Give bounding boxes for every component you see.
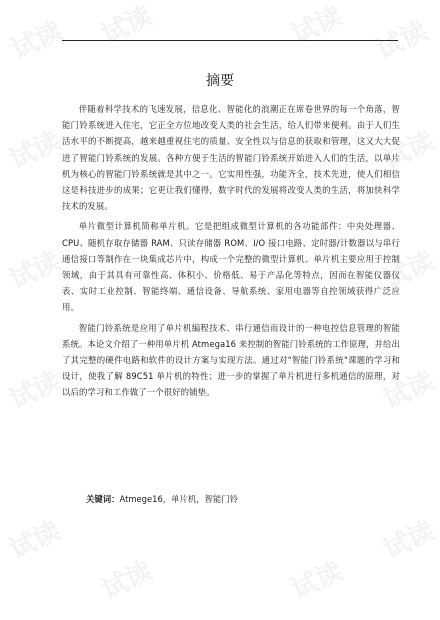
watermark: 试读 — [379, 516, 439, 566]
keywords-value: Atmege16，单片机，智能门铃 — [119, 494, 239, 504]
watermark: 试读 — [5, 366, 65, 416]
keywords-label: 关键词： — [86, 494, 120, 504]
watermark: 试读 — [379, 366, 439, 416]
keywords-line — [86, 493, 238, 505]
watermark: 试读 — [97, 1, 157, 51]
watermark: 试读 — [5, 246, 65, 296]
watermark: 试读 — [372, 16, 432, 66]
watermark: 试读 — [5, 126, 65, 176]
page-title: 摘要 — [206, 73, 234, 89]
watermark: 试读 — [7, 16, 67, 66]
abstract-body — [62, 101, 400, 405]
paragraph-3: 智能门铃系统是应用了单片机编程技术、串行通信而设计的一种电控信息管理的智能系统。本论文介绍了一种用单片机 Atmega16 来控制的智能门铃系统的工作原理，并给出了其完整的硬件电路和软件的设计方案与实现方法。通过对"智能门铃系统"课题的学习和设计，使我了解 89C51 单片机的特性；进一步的掌握了单片机进行多机通信的原理，对以后的学习和工作做了一个很好的铺垫。 — [62, 322, 400, 398]
paragraph-2: 单片微型计算机简称单片机。它是把组成微型计算机的各功能部件：中央处理器、CPU、随机存取存储器 RAM、只读存储器 ROM、I/O 接口电路、定时器/计数器以与串行通信接口等制作在一块集成芯片中，构成一个完整的微型计算机。单片机主要应用于控制领域，由于其具有可靠性高、体积小、价格低、易于产品化等特点，因而在智能仪器仪表、实时工业控制、智能终端、通信设备、导航系统、家用电器等自控领域获得广泛应用。 — [62, 221, 400, 313]
watermark: 试读 — [287, 1, 347, 51]
watermark: 试读 — [379, 246, 439, 296]
header-rule — [62, 40, 398, 41]
watermark: 试读 — [5, 516, 65, 566]
paragraph-1: 伴随着科学技术的飞速发展，信息化、智能化的浪潮正在席卷世界的每一个角落，智能门铃系统进入住宅，它正全方位地改变人类的社会生活，给人们带来便利。由于人们生活水平的不断提高，越来越重视住宅的质量、安全性以与信息的获取和管理，这又大大促进了智能门铃系统的发展。各种方便于生活的智能门铃系统开始进入人们的生活，以单片机为核心的智能门铃系统就是其中之一。它实用性强，功能齐全，技术先进，使人们相信这是科技进步的成果；它更让我们懂得，数字时代的发展将改变人类的生活，将加快科学技术的发展。 — [62, 104, 400, 212]
watermark: 试读 — [379, 126, 439, 176]
watermark: 试读 — [287, 556, 347, 606]
watermark: 试读 — [97, 556, 157, 606]
